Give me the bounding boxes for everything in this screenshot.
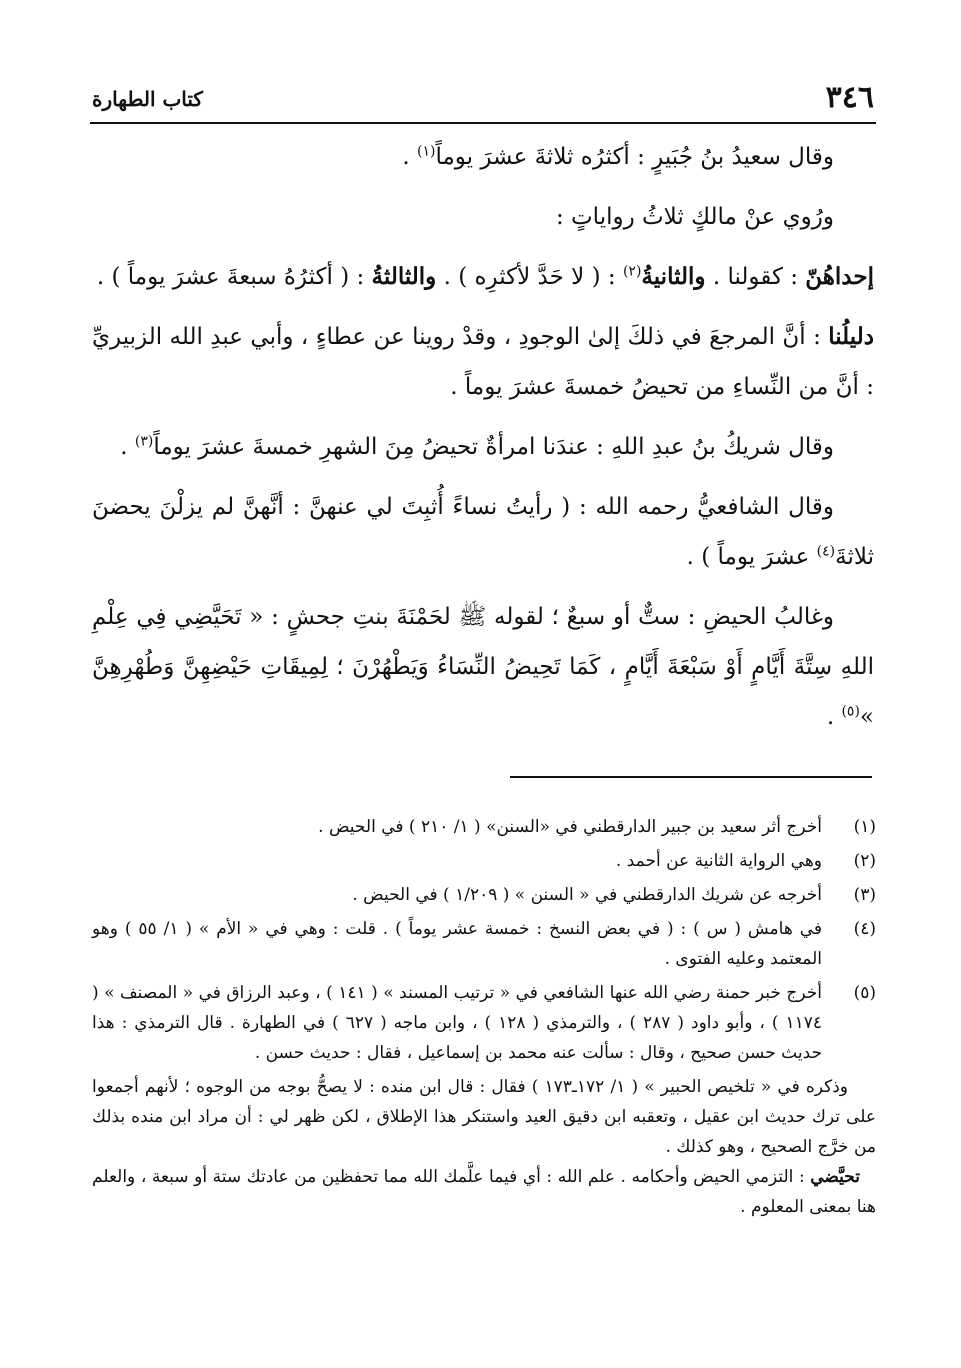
footnote-number: (٣) xyxy=(853,885,876,905)
footnote-extra-para-1: وذكره في « تلخيص الحبير » ( ١/ ١٧٢ـ١٧٣ ) فقال : قال ابن منده : لا يصحُّ بوجه من الوجوه ؛ لأنهم أجمعوا على ترك حديث ابن عقيل ، وتعقبه ابن دقيق العيد واستنكر هذا الإطلاق ، لكن ظهر لي : أن مراد ابن منده بذلك من خرَّج الصحيح ، وهو كذلك . xyxy=(92,1077,876,1157)
footnote-number: (٥) xyxy=(853,983,876,1003)
p1-text: وقال سعيدُ بنُ جُبَيرٍ : أكثرُه ثلاثةَ عشرَ يوماً xyxy=(435,144,834,170)
running-head xyxy=(92,78,874,118)
p3-t2: : ( لا حَدَّ لأكثرِه ) . xyxy=(436,264,623,290)
p4-text: : أنَّ المرجعَ في ذلكَ إلىٰ الوجودِ ، وقدْ روينا عن عطاءٍ ، وأبي عبدِ الله الزبيريِّ : أنَّ من النِّساءِ من تحيضُ خمسةَ عشرَ يوماً . xyxy=(92,324,874,400)
p6-end: عشرَ يوماً ) . xyxy=(686,544,817,570)
p3-lead: إحداهُنّ xyxy=(805,263,874,290)
paragraph-7 xyxy=(92,592,874,742)
footnote-number: (٤) xyxy=(853,919,876,939)
p5-end: . xyxy=(120,434,135,460)
paragraph-1 xyxy=(92,132,874,182)
footnote-text: في هامش ( س ) : ( في بعض النسخ : خمسة عشر يوماً ) . قلت : وهي في « الأم » ( ١/ ٥٥ ) وهو المعتمد وعليه الفتوى . xyxy=(92,919,823,969)
paragraph-2 xyxy=(92,192,874,242)
footnote-ref-1: (١) xyxy=(416,143,436,160)
footnote-extra-lead: تحيَّضي xyxy=(810,1167,860,1187)
p3-t1: : كقولنا . xyxy=(705,264,806,290)
footnote-rule xyxy=(510,776,872,778)
p3-third: والثالثةُ xyxy=(371,263,437,290)
page-number: ٣٤٦ xyxy=(825,80,874,115)
footnote-number: (٢) xyxy=(853,851,876,871)
footnote-number: (١) xyxy=(853,817,876,837)
p3-t3: : ( أكثرُهُ سبعةَ عشرَ يوماً ) . xyxy=(96,264,372,290)
footnote-5-continuation xyxy=(92,1072,876,1222)
paragraph-3 xyxy=(92,252,874,302)
p6-text: وقال الشافعيُّ رحمه الله : ( رأيتُ نساءً أُثبِتَ لي عنهنَّ : أنَّهنَّ لم يزلْنَ يحضنَ ثلاثةَ xyxy=(92,494,874,570)
footnote-text: أخرجه عن شريك الدارقطني في « السنن » ( ١/٢٠٩ ) في الحيض . xyxy=(352,885,822,905)
paragraph-6 xyxy=(92,482,874,582)
footnote-ref-3: (٣) xyxy=(134,433,154,450)
footnote-text: أخرج أثر سعيد بن جبير الدارقطني في «السنن» ( ١/ ٢١٠ ) في الحيض . xyxy=(318,817,822,837)
footnote-extra-text: : التزمي الحيض وأحكامه . علم الله : أي فيما علَّمك الله مما تحفظين من عادتك ستة أو سبعة ، والعلم هنا بمعنى المعلوم . xyxy=(92,1167,876,1217)
p4-lead: دليلُنا xyxy=(828,323,874,350)
paragraph-4 xyxy=(92,312,874,412)
p7-end: . xyxy=(826,704,842,730)
p1-end: . xyxy=(402,144,417,170)
footnote-extra-para-2 xyxy=(92,1162,876,1222)
paragraph-5 xyxy=(92,422,874,472)
footnote-4 xyxy=(92,914,876,974)
p5-text: وقال شريكُ بنُ عبدِ اللهِ : عندَنا امرأةٌ تحيضُ مِنَ الشهرِ خمسةَ عشرَ يوماً xyxy=(153,434,834,460)
footnote-text: وهي الرواية الثانية عن أحمد . xyxy=(615,851,822,871)
main-text xyxy=(92,132,874,752)
footnotes xyxy=(92,812,876,1222)
footnote-2 xyxy=(92,846,876,876)
footnote-3 xyxy=(92,880,876,910)
footnote-5 xyxy=(92,978,876,1068)
footnote-1 xyxy=(92,812,876,842)
footnote-ref-2: (٢) xyxy=(622,263,642,280)
p2-text: ورُوي عنْ مالكٍ ثلاثُ رواياتٍ : xyxy=(555,204,834,230)
footnote-ref-4: (٤) xyxy=(816,543,836,560)
footnote-ref-5: (٥) xyxy=(841,703,860,720)
p3-second: والثانيةُ xyxy=(641,263,706,290)
header-rule xyxy=(90,122,876,124)
book-title: كتاب الطهارة xyxy=(92,87,203,111)
p7-text: وغالبُ الحيضِ : ستٌّ أو سبعٌ ؛ لقوله ﷺ لحَمْنَةَ بنتِ جحشٍ : « تَحَيَّضِي فِي عِلْمِ اللهِ سِتَّةَ أَيَّامٍ أَوْ سَبْعَةَ أَيَّامٍ ، كَمَا تَحِيضُ النِّسَاءُ وَيَطْهُرْنَ ؛ لِمِيقَاتِ حَيْضِهِنَّ وَطُهْرِهِنَّ » xyxy=(92,604,874,730)
footnote-text: أخرج خبر حمنة رضي الله عنها الشافعي في « ترتيب المسند » ( ١٤١ ) ، وعبد الرزاق في « المصنف » ( ١١٧٤ ) ، وأبو داود ( ٢٨٧ ) ، والترمذي ( ١٢٨ ) ، وابن ماجه ( ٦٢٧ ) في الطهارة . قال الترمذي : هذا حديث حسن صحيح ، وقال : سألت عنه محمد بن إسماعيل ، فقال : حديث حسن . xyxy=(92,983,823,1063)
